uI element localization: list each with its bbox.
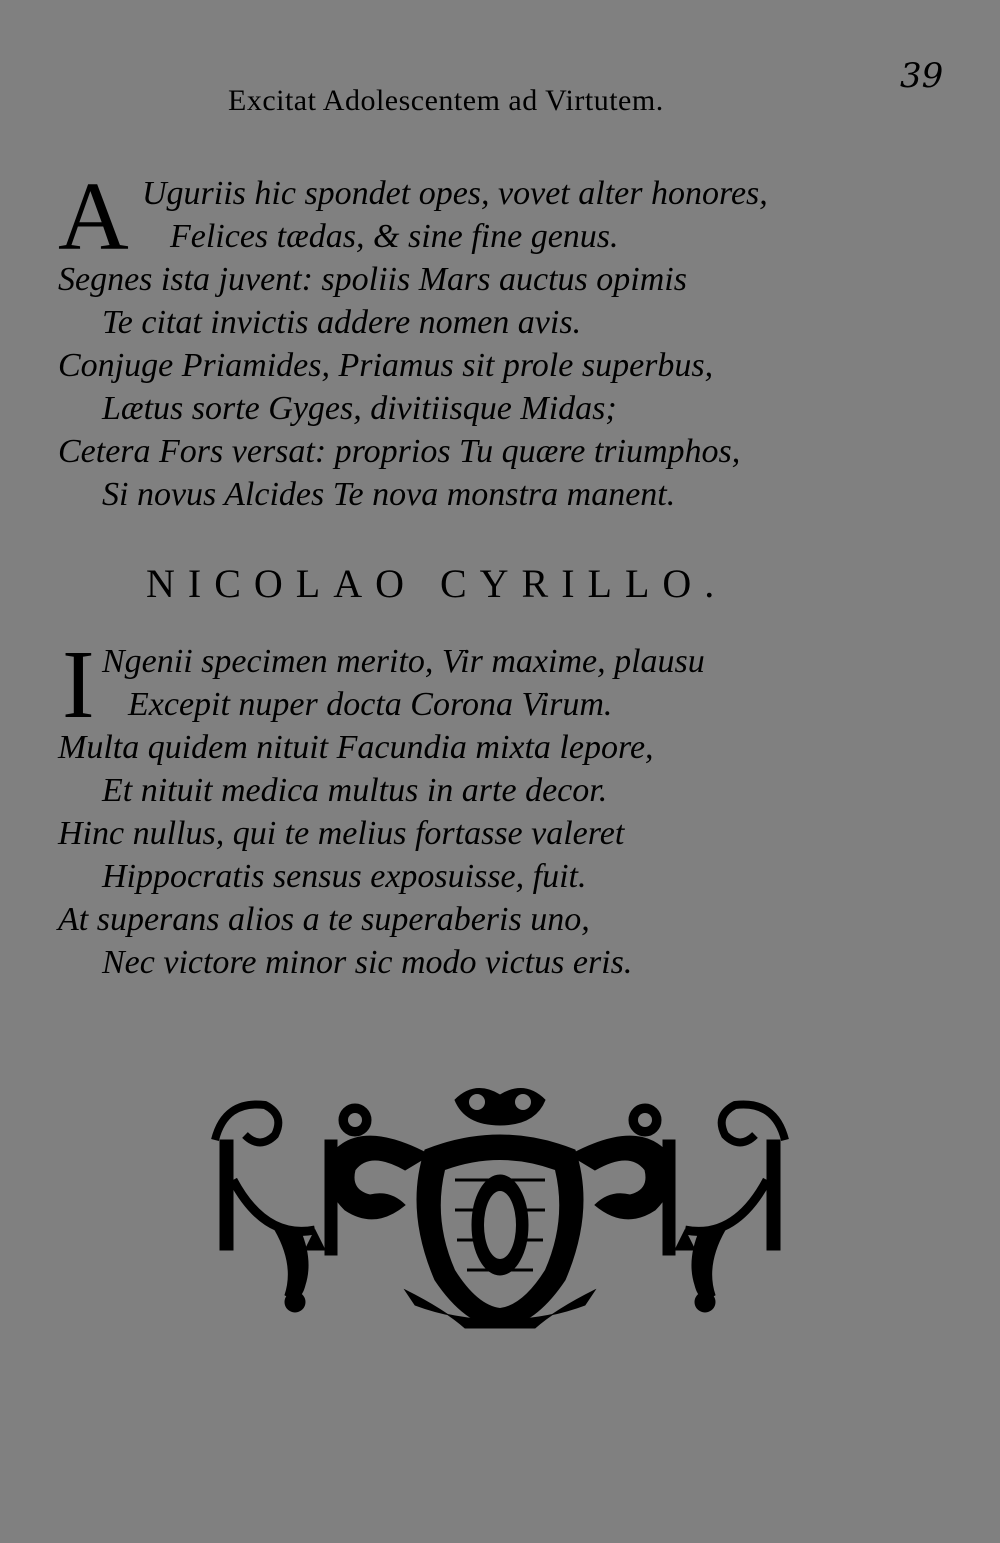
poem-2-line-5: Hinc nullus, qui te melius fortasse valeret	[58, 815, 625, 852]
poem-1-line-4: Te citat invictis addere nomen avis.	[102, 304, 582, 341]
poem-2-line-6: Hippocratis sensus exposuisse, fuit.	[102, 858, 587, 895]
section-heading: NICOLAO CYRILLO.	[146, 561, 728, 606]
poem-2-line-8: Nec victore minor sic modo victus eris.	[102, 944, 633, 981]
poem-2-line-3: Multa quidem nituit Facundia mixta lepore,	[58, 729, 654, 766]
drop-cap-i: I	[62, 631, 95, 739]
poem-1-line-5: Conjuge Priamides, Priamus sit prole superbus,	[58, 347, 714, 384]
poem-1-line-7: Cetera Fors versat: proprios Tu quære triumphos,	[58, 433, 741, 470]
poem-1-line-3: Segnes ista juvent: spoliis Mars auctus opimis	[58, 261, 687, 298]
poem-2-line-7: At superans alios a te superaberis uno,	[58, 901, 590, 938]
poem-1-line-6: Lætus sorte Gyges, divitiisque Midas;	[102, 390, 617, 427]
page-number: 39	[900, 56, 944, 96]
baroque-tailpiece-ornament-icon	[205, 1080, 795, 1330]
poem-1	[58, 163, 938, 516]
running-head: Excitat Adolescentem ad Virtutem.	[228, 84, 664, 117]
poem-1-line-1: Uguriis hic spondet opes, vovet alter honores,	[142, 175, 768, 212]
poem-2	[58, 631, 938, 984]
poem-2-line-1: Ngenii specimen merito, Vir maxime, plausu	[102, 643, 705, 680]
poem-1-line-8: Si novus Alcides Te nova monstra manent.	[102, 476, 676, 513]
poem-1-line-2: Felices tædas, & sine fine genus.	[170, 218, 619, 255]
poem-2-line-4: Et nituit medica multus in arte decor.	[102, 772, 608, 809]
poem-2-line-2: Excepit nuper docta Corona Virum.	[128, 686, 613, 723]
drop-cap-a: A	[58, 163, 129, 271]
